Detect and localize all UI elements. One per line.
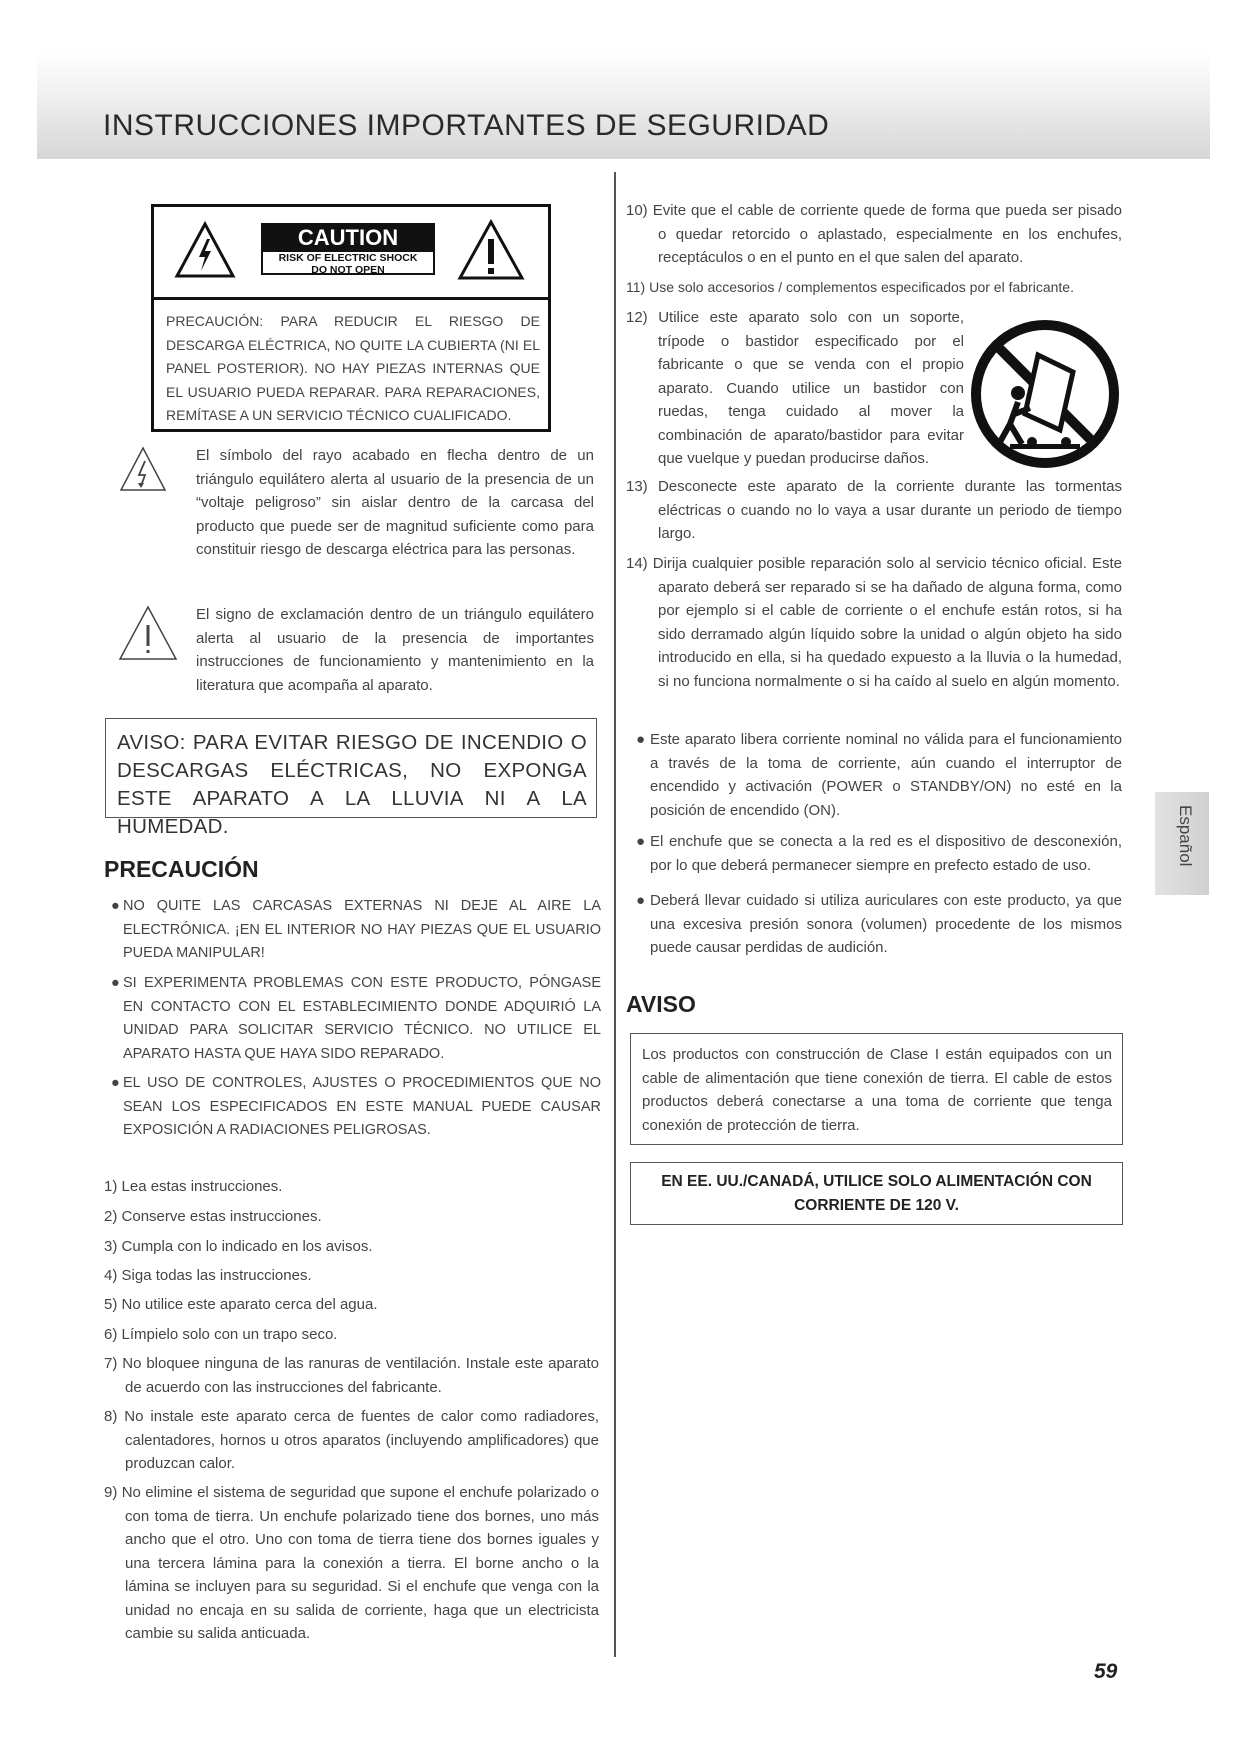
instruction-item: 10) Evite que el cable de corriente quede de forma que pueda ser pisado o quedar retorcido o aplastado, especialmente en los enchufes, receptáculos o en el punto en el que salen del aparato. <box>626 202 1123 266</box>
bullet-item: ● Este aparato libera corriente nominal no válida para el funcionamiento a través de la toma de corriente, aún cuando el interruptor de encendido y activación (POWER o STANDBY/ON) no esté en la posición de encendido (ON). <box>650 728 1122 822</box>
exclamation-warning-icon <box>118 605 178 661</box>
lightning-symbol-description: El símbolo del rayo acabado en flecha dentro de un triángulo equilátero alerta al usuario de la presencia de un “voltaje peligroso” sin aislar dentro de la carcasa del producto que puede ser de magnitud suficiente como para constituir riesgo de descarga eléctrica para las personas. <box>196 447 594 558</box>
instruction-item: 8) No instale este aparato cerca de fuentes de calor como radiadores, calentadores, hornos u otros aparatos (incluyendo amplificadores) que produzcan calor. <box>104 1408 599 1472</box>
usa-canada-notice: EN EE. UU./CANADÁ, UTILICE SOLO ALIMENTACIÓN CON CORRIENTE DE 120 V. <box>630 1162 1123 1225</box>
precaucion-heading: PRECAUCIÓN <box>104 856 259 882</box>
aviso-box <box>630 1033 1123 1145</box>
aviso-heading: AVISO <box>626 991 696 1017</box>
exclamation-symbol-description: El signo de exclamación dentro de un triángulo equilátero alerta al usuario de la presencia de importantes instrucciones de funcionamiento y mantenimiento en la literatura que acompaña al aparato. <box>196 606 594 694</box>
bullet-item: ● Deberá llevar cuidado si utiliza auriculares con este producto, ya que una excesiva presión sonora (volumen) procedente de los mismos puede causar perdidas de audición. <box>650 889 1122 960</box>
exclamation-warning-icon <box>457 219 525 281</box>
page-title: INSTRUCCIONES IMPORTANTES DE SEGURIDAD <box>103 109 830 142</box>
instruction-item: 3) Cumpla con lo indicado en los avisos. <box>104 1238 373 1255</box>
precaucion-item: ● EL USO DE CONTROLES, AJUSTES O PROCEDIMIENTOS QUE NO SEAN LOS ESPECIFICADOS EN ESTE MANUAL PUEDE CAUSAR EXPOSICIÓN A RADIACIONES PELIGROSAS. <box>123 1072 601 1143</box>
instruction-item: 13) Desconecte este aparato de la corriente durante las tormentas eléctricas o cuando no lo vaya a usar durante un periodo de tiempo largo. <box>626 478 1122 542</box>
instruction-item: 2) Conserve estas instrucciones. <box>104 1208 322 1225</box>
caution-title: CAUTION <box>261 223 435 252</box>
instruction-item: 6) Límpielo solo con un trapo seco. <box>104 1326 338 1343</box>
instruction-item: 4) Siga todas las instrucciones. <box>104 1267 312 1284</box>
page-number: 59 <box>1094 1660 1118 1683</box>
lightning-warning-icon <box>174 221 236 279</box>
bullet-icon: ● <box>111 975 120 991</box>
bullet-item: ● El enchufe que se conecta a la red es el dispositivo de desconexión, por lo que deberá permanecer siempre en prefecto estado de uso. <box>650 830 1122 877</box>
instruction-item: 11) Use solo accesorios / complementos especificados por el fabricante. <box>626 279 1074 295</box>
instruction-item: 1) Lea estas instrucciones. <box>104 1178 283 1195</box>
precaucion-item: ● NO QUITE LAS CARCASAS EXTERNAS NI DEJE AL AIRE LA ELECTRÓNICA. ¡EN EL INTERIOR NO HAY PIEZAS QUE EL USUARIO PUEDA MANIPULAR! <box>123 895 601 966</box>
fire-shock-warning-box <box>105 718 597 838</box>
instruction-item: 9) No elimine el sistema de seguridad que supone el enchufe polarizado o con toma de tierra. Un enchufe polarizado tiene dos bornes, uno más ancho que el otro. Uno con toma de tierra tiene dos bornes iguales y una tercera lámina para la conexión a tierra. El borne ancho o la lámina se incluyen para su seguridad. Si el enchufe que venga con la unidad no encaja en su salida de corriente, haga que un electricista cambie su salida anticuada. <box>104 1484 599 1642</box>
bullet-icon: ● <box>636 833 646 850</box>
fire-shock-warning-text: AVISO: PARA EVITAR RIESGO DE INCENDIO O DESCARGAS ELÉCTRICAS, NO EXPONGA ESTE APARATO A LA LLUVIA NI A LA HUMEDAD. <box>117 731 587 838</box>
bullet-icon: ● <box>636 731 646 748</box>
precaucion-item: ● SI EXPERIMENTA PROBLEMAS CON ESTE PRODUCTO, PÓNGASE EN CONTACTO CON EL ESTABLECIMIENTO DONDE ADQUIRIÓ LA UNIDAD PARA SOLICITAR SERVICIO TÉCNICO. NO UTILICE EL APARATO HASTA QUE HAYA SIDO REPARADO. <box>123 972 601 1066</box>
instruction-item: 7) No bloquee ninguna de las ranuras de ventilación. Instale este aparato de acuerdo con las instrucciones del fabricante. <box>104 1355 599 1396</box>
caution-text: PRECAUCIÓN: PARA REDUCIR EL RIESGO DE DESCARGA ELÉCTRICA, NO QUITE LA CUBIERTA (NI EL PANEL POSTERIOR). NO HAY PIEZAS INTERNAS QUE EL USUARIO PUEDA REPARAR. PARA REPARACIONES, REMÍTASE A UN SERVICIO TÉCNICO CUALIFICADO. <box>166 313 540 423</box>
language-tab <box>1155 792 1209 895</box>
caution-label <box>151 204 551 432</box>
bullet-icon: ● <box>111 1075 120 1091</box>
cart-tip-over-warning-icon <box>970 320 1120 468</box>
bullet-icon: ● <box>636 892 646 909</box>
instruction-item: 5) No utilice este aparato cerca del agua. <box>104 1296 378 1313</box>
column-divider <box>614 172 616 1657</box>
language-tab-label: Español <box>1176 805 1195 867</box>
caution-line-1: RISK OF ELECTRIC SHOCK <box>278 252 418 264</box>
instruction-item: 14) Dirija cualquier posible reparación solo al servicio técnico oficial. Este aparato deberá ser reparado si se ha dañado de alguna forma, como por ejemplo si el cable de corriente o el enchufe están rotos, si ha sido derramado algún líquido sobre la unidad o algún objeto ha sido introducido en ella, si ha quedado expuesto a la lluvia o la humedad, si no funciona normalmente o si ha caído al suelo en algún momento. <box>626 555 1122 690</box>
aviso-text: Los productos con construcción de Clase I están equipados con un cable de alimentación que tiene conexión de tierra. El cable de estos productos deberá conectarse a una toma de corriente que tenga conexión de protección de tierra. <box>642 1046 1112 1134</box>
lightning-warning-icon <box>119 446 167 492</box>
caution-line-2: DO NOT OPEN <box>311 264 385 276</box>
page-header <box>37 52 1210 159</box>
bullet-icon: ● <box>111 898 120 914</box>
instruction-item: 12) Utilice este aparato solo con un soporte, trípode o bastidor especificado por el fabricante o que se venda con el propio aparato. Cuando utilice un bastidor con ruedas, tenga cuidado al mover la combinación de aparato/bastidor para evitar que vuelque y puedan producirse daños. <box>626 309 965 467</box>
